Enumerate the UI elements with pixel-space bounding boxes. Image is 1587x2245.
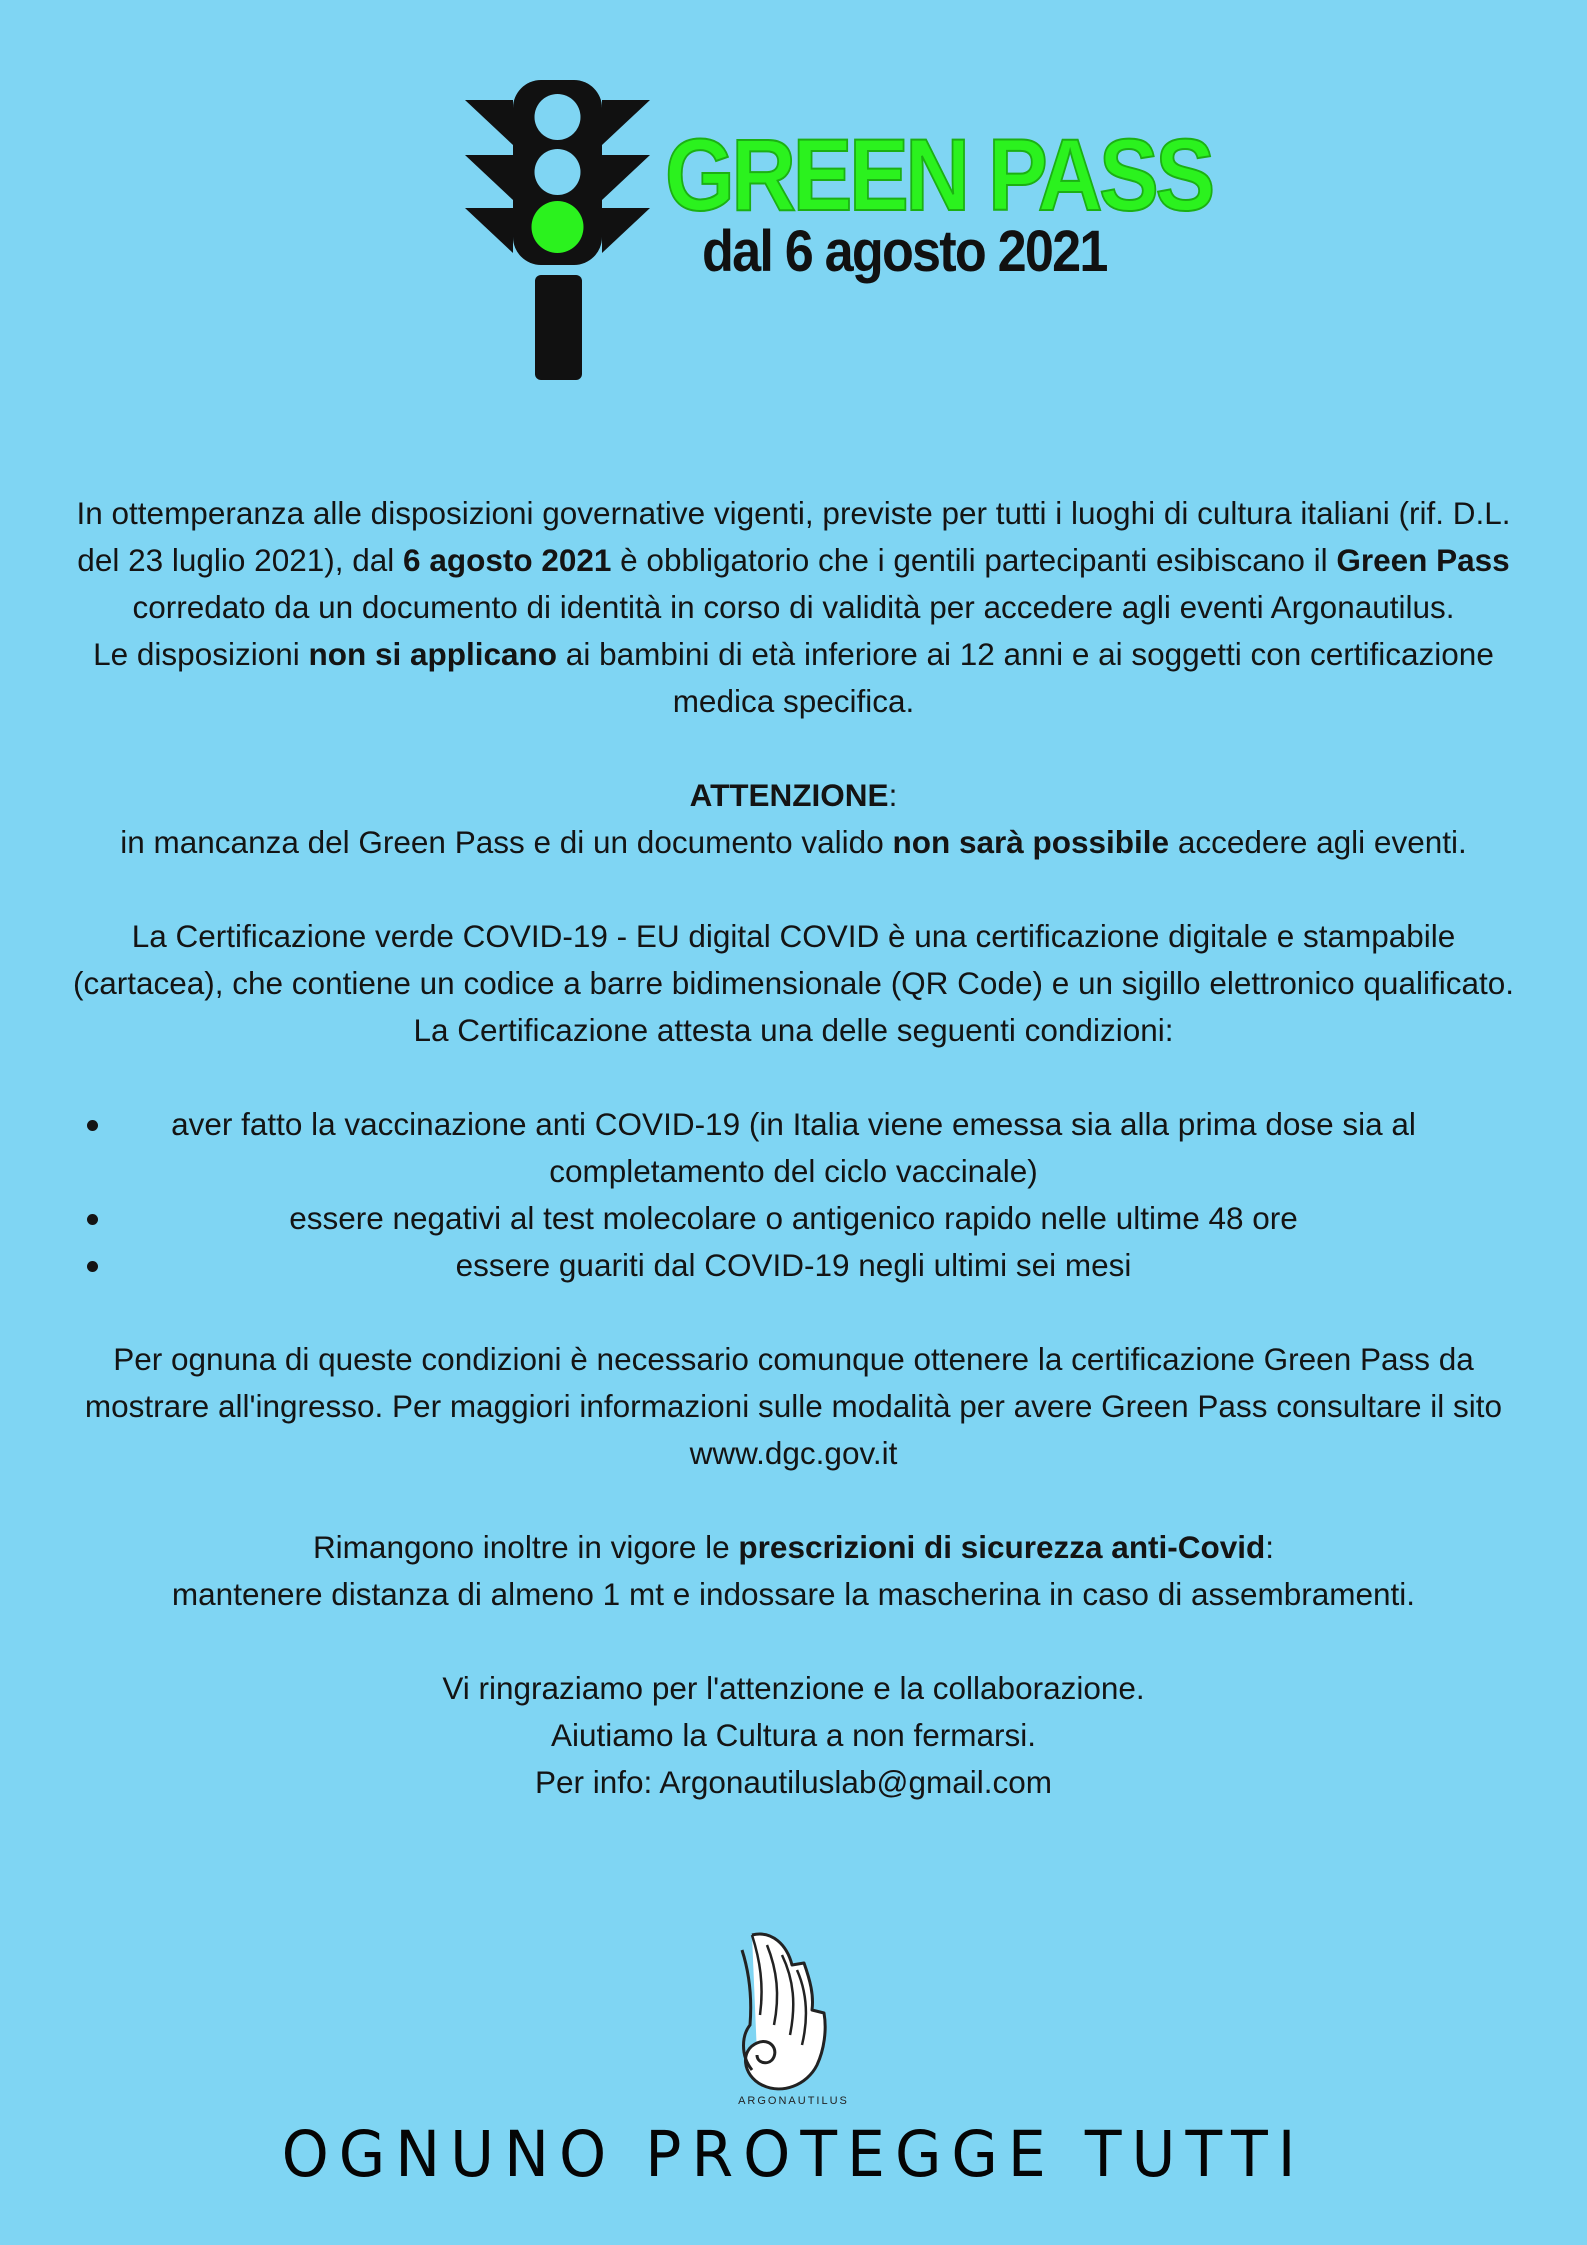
list-item bbox=[55, 1242, 1532, 1289]
list-item bbox=[55, 1101, 1532, 1195]
warning-heading bbox=[55, 772, 1532, 819]
safety-heading bbox=[55, 1524, 1532, 1571]
safety-text: Rimangono inoltre in vigore le bbox=[312, 1529, 739, 1565]
warning-emphasis: non sarà possibile bbox=[892, 824, 1170, 860]
bullet-icon bbox=[87, 1120, 98, 1131]
condition-text: essere guariti dal COVID-19 negli ultimi sei mesi bbox=[455, 1247, 1132, 1283]
traffic-light-icon bbox=[465, 75, 650, 385]
main-content bbox=[55, 490, 1532, 1806]
header-subtitle: dal 6 agosto 2021 bbox=[702, 219, 1107, 284]
info-paragraph: Per ognuna di queste condizioni è necessario comunque ottenere la certificazione Green Pass da mostrare all'ingresso. Per maggiori informazioni sulle modalità per avere Green Pass consultare il sito www.dgc.gov.it bbox=[84, 1341, 1503, 1471]
exemption-text: Le disposizioni bbox=[93, 636, 309, 672]
safety-paragraph: mantenere distanza di almeno 1 mt e indossare la mascherina in caso di assembramenti. bbox=[171, 1576, 1416, 1612]
logo-caption: ARGONAUTILUS bbox=[738, 2095, 849, 2107]
closing-thanks: Vi ringraziamo per l'attenzione e la collaborazione. bbox=[442, 1670, 1145, 1706]
list-item bbox=[55, 1195, 1532, 1242]
exemption-emphasis: non si applicano bbox=[308, 636, 558, 672]
header-title: GREEN PASS bbox=[665, 118, 1212, 232]
warning-text: accedere agli eventi. bbox=[1169, 824, 1467, 860]
condition-text: essere negativi al test molecolare o antigenico rapido nelle ultime 48 ore bbox=[289, 1200, 1298, 1236]
closing-contact: Per info: Argonautiluslab@gmail.com bbox=[535, 1764, 1052, 1800]
intro-text: è obbligatorio che i gentili partecipanti esibiscano il bbox=[611, 542, 1337, 578]
nautilus-logo-icon bbox=[712, 1925, 862, 2115]
closing-culture: Aiutiamo la Cultura a non fermarsi. bbox=[551, 1717, 1036, 1753]
safety-emphasis: prescrizioni di sicurezza anti-Covid bbox=[738, 1529, 1266, 1565]
warning-colon: : bbox=[888, 777, 898, 813]
safety-colon: : bbox=[1265, 1529, 1275, 1565]
motto: OGNUNO PROTEGGE TUTTI bbox=[281, 2118, 1306, 2192]
intro-text: In ottemperanza alle disposizioni governative vigenti, previste per tutti i luoghi di cultura italiani (rif. D.L. del 23 luglio 2021), dal bbox=[76, 495, 1511, 578]
bullet-icon bbox=[87, 1214, 98, 1225]
condition-text: aver fatto la vaccinazione anti COVID-19 (in Italia viene emessa sia alla prima dose sia al completamento del ciclo vaccinale) bbox=[171, 1106, 1416, 1189]
exemption-text: ai bambini di età inferiore ai 12 anni e ai soggetti con certificazione medica specifica. bbox=[557, 636, 1494, 719]
conditions-list bbox=[55, 1101, 1532, 1289]
intro-green-pass: Green Pass bbox=[1336, 542, 1510, 578]
exemption-paragraph bbox=[55, 631, 1532, 725]
warning-paragraph bbox=[55, 819, 1532, 866]
intro-paragraph bbox=[55, 490, 1532, 631]
bullet-icon bbox=[87, 1261, 98, 1272]
intro-text: corredato da un documento di identità in corso di validità per accedere agli eventi Argonautilus. bbox=[132, 589, 1455, 625]
certification-paragraph: La Certificazione verde COVID-19 - EU digital COVID è una certificazione digitale e stampabile (cartacea), che contiene un codice a barre bidimensionale (QR Code) e un sigillo elettronico qualificato. La Certificazione attesta una delle seguenti condizioni: bbox=[72, 918, 1515, 1048]
intro-date: 6 agosto 2021 bbox=[403, 542, 612, 578]
header bbox=[0, 70, 1587, 390]
warning-title: ATTENZIONE bbox=[689, 777, 889, 813]
warning-text: in mancanza del Green Pass e di un documento valido bbox=[120, 824, 893, 860]
